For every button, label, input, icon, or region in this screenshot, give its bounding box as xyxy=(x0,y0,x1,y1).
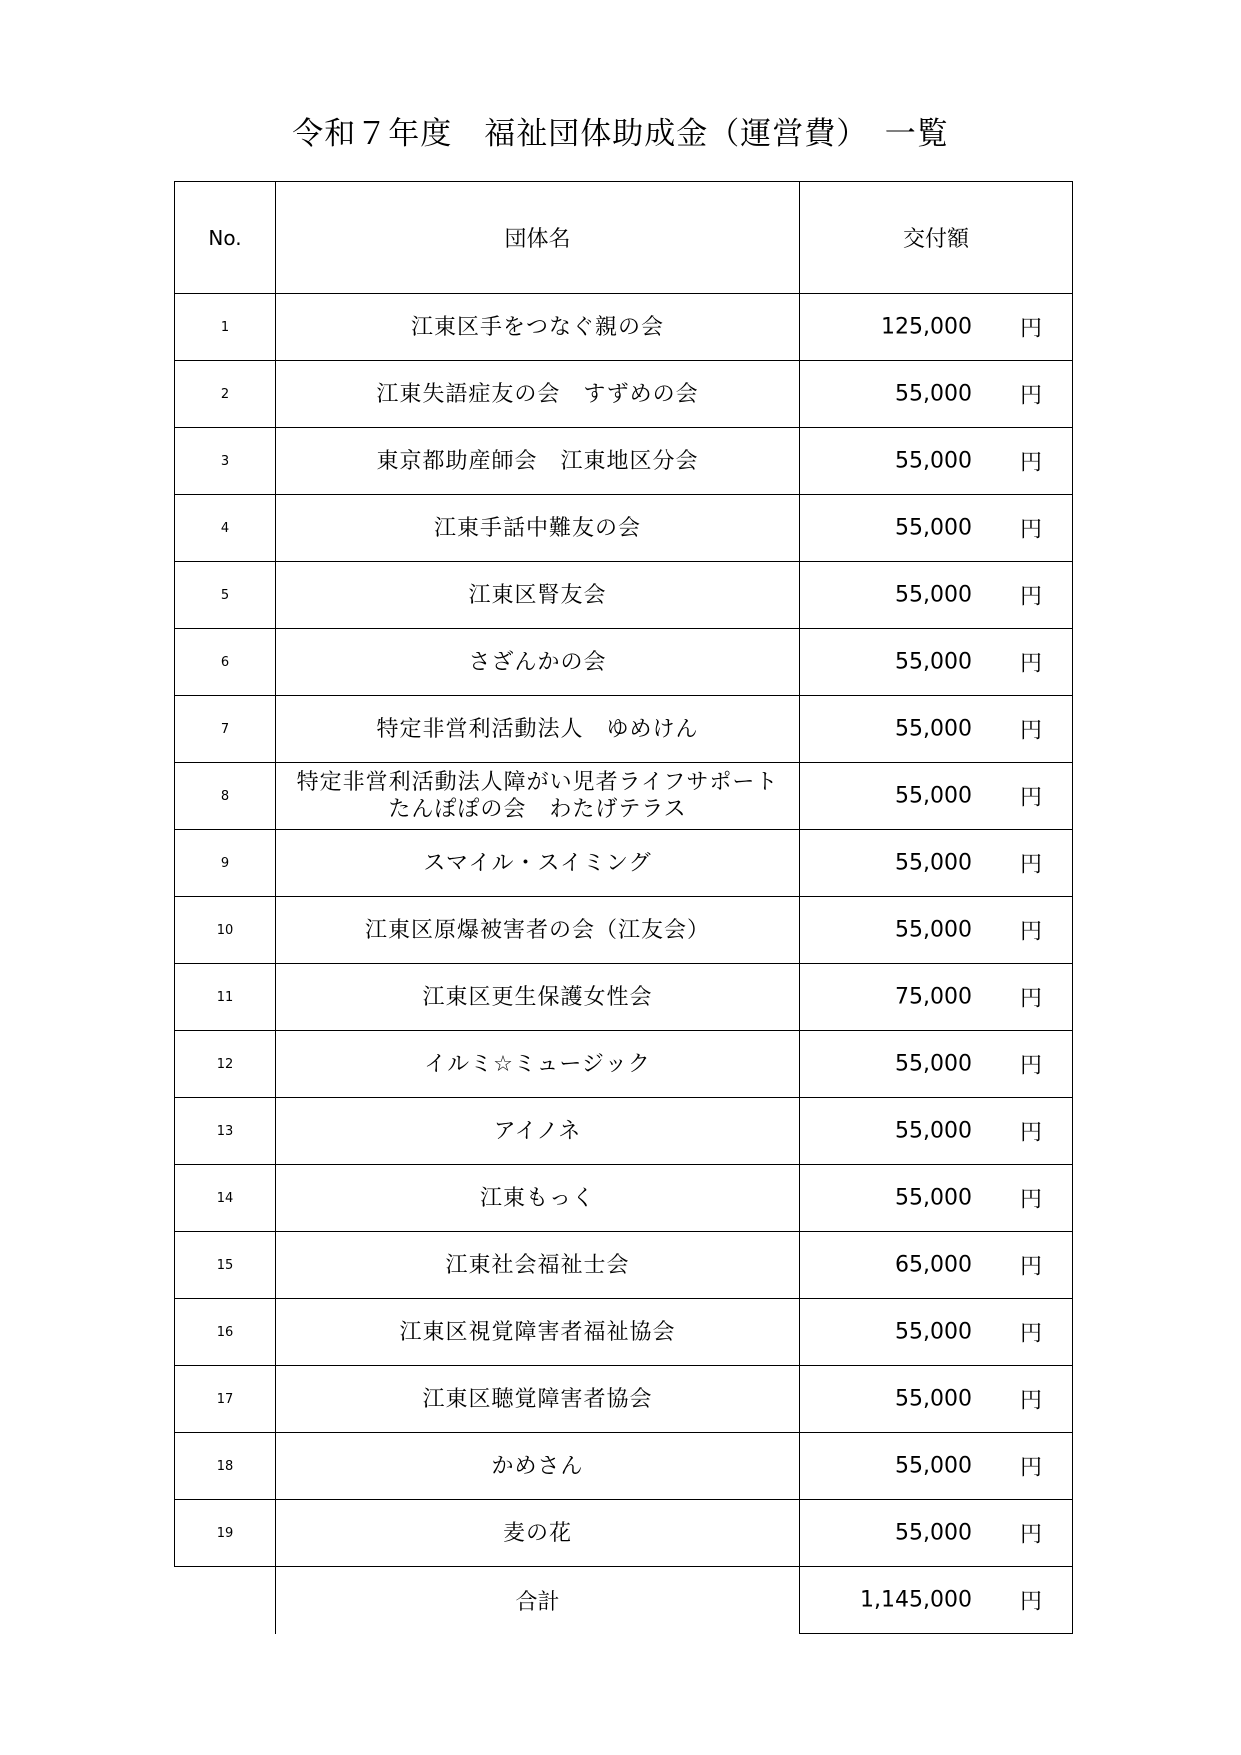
currency-unit: 円 xyxy=(1019,1053,1042,1079)
grant-amount-cell xyxy=(800,1031,1073,1098)
grant-amount-cell xyxy=(800,1232,1073,1299)
organization-name-cell xyxy=(276,1366,800,1433)
currency-unit: 円 xyxy=(1019,383,1042,409)
organization-name: 江東手話中難友の会 xyxy=(433,515,641,541)
organization-name: 特定非営利活動法人 ゆめけん xyxy=(376,716,699,742)
currency-unit: 円 xyxy=(1019,1455,1042,1481)
organization-name-cell xyxy=(276,897,800,964)
grant-amount: 125,000 xyxy=(881,314,972,340)
organization-name-cell xyxy=(276,1433,800,1500)
grant-amount: 55,000 xyxy=(895,1051,972,1077)
organization-name: 江東もっく xyxy=(479,1185,595,1211)
row-number: 3 xyxy=(175,428,276,495)
organization-name: 江東区原爆被害者の会（江友会） xyxy=(364,917,710,943)
table-row xyxy=(175,495,1073,562)
organization-name: 江東区聴覚障害者協会 xyxy=(422,1386,653,1412)
row-number: 2 xyxy=(175,361,276,428)
total-row xyxy=(175,1567,1073,1634)
organization-name: 江東失語症友の会 すずめの会 xyxy=(376,381,699,407)
header-amount xyxy=(800,182,1073,294)
table-row xyxy=(175,964,1073,1031)
row-number: 5 xyxy=(175,562,276,629)
currency-unit: 円 xyxy=(1019,316,1042,342)
organization-name: 江東区腎友会 xyxy=(468,582,607,608)
organization-name-cell xyxy=(276,562,800,629)
grant-amount-cell xyxy=(800,696,1073,763)
table-row xyxy=(175,1433,1073,1500)
currency-unit: 円 xyxy=(1019,785,1042,811)
organization-name-cell xyxy=(276,1500,800,1567)
row-number: 11 xyxy=(175,964,276,1031)
organization-name: 麦の花 xyxy=(502,1520,572,1546)
grant-amount-cell xyxy=(800,1366,1073,1433)
row-number: 16 xyxy=(175,1299,276,1366)
table-row xyxy=(175,1165,1073,1232)
row-number: 14 xyxy=(175,1165,276,1232)
row-number: 4 xyxy=(175,495,276,562)
grant-amount-cell xyxy=(800,361,1073,428)
total-amount-cell xyxy=(800,1567,1073,1634)
table-row xyxy=(175,830,1073,897)
grant-amount-cell xyxy=(800,830,1073,897)
organization-name-cell xyxy=(276,964,800,1031)
table-row xyxy=(175,1299,1073,1366)
total-label: 合計 xyxy=(276,1567,800,1634)
organization-name-cell xyxy=(276,696,800,763)
organization-name: さざんかの会 xyxy=(468,649,607,675)
table-row xyxy=(175,562,1073,629)
organization-name: かめさん xyxy=(491,1453,584,1479)
table-row xyxy=(175,1031,1073,1098)
table-row xyxy=(175,1366,1073,1433)
row-number: 19 xyxy=(175,1500,276,1567)
currency-unit: 円 xyxy=(1019,450,1042,476)
row-number: 6 xyxy=(175,629,276,696)
row-number: 10 xyxy=(175,897,276,964)
grant-amount: 55,000 xyxy=(895,1386,972,1412)
currency-unit: 円 xyxy=(1019,584,1042,610)
organization-name: イルミ☆ミュージック xyxy=(424,1051,651,1077)
organization-name: たんぽぽの会 わたげテラス xyxy=(388,797,687,822)
grant-amount: 55,000 xyxy=(895,783,972,809)
grant-amount-cell xyxy=(800,763,1073,830)
currency-unit: 円 xyxy=(1019,1187,1042,1213)
organization-name: 江東区視覚障害者福祉協会 xyxy=(399,1319,676,1345)
grant-amount: 55,000 xyxy=(895,1185,972,1211)
grant-amount-cell xyxy=(800,1098,1073,1165)
currency-unit: 円 xyxy=(1019,1522,1042,1548)
grant-amount: 65,000 xyxy=(895,1252,972,1278)
grant-amount: 55,000 xyxy=(895,515,972,541)
row-number: 15 xyxy=(175,1232,276,1299)
organization-name: スマイル・スイミング xyxy=(423,850,652,876)
organization-name-cell xyxy=(276,428,800,495)
organization-name-cell xyxy=(276,763,800,830)
currency-unit: 円 xyxy=(1019,1321,1042,1347)
grant-amount-cell xyxy=(800,428,1073,495)
grant-amount-cell xyxy=(800,1165,1073,1232)
grant-amount: 55,000 xyxy=(895,649,972,675)
organization-name-cell xyxy=(276,1098,800,1165)
table-row xyxy=(175,763,1073,830)
grant-amount: 55,000 xyxy=(895,1319,972,1345)
currency-unit: 円 xyxy=(1019,1388,1042,1414)
grant-amount-cell xyxy=(800,964,1073,1031)
currency-unit: 円 xyxy=(1019,919,1042,945)
table-row xyxy=(175,696,1073,763)
grant-amount: 55,000 xyxy=(895,1453,972,1479)
row-number: 9 xyxy=(175,830,276,897)
grant-amount-cell xyxy=(800,629,1073,696)
currency-unit: 円 xyxy=(1019,651,1042,677)
grant-amount-cell xyxy=(800,1299,1073,1366)
organization-name-cell xyxy=(276,1165,800,1232)
grant-amount-cell xyxy=(800,897,1073,964)
grant-amount: 55,000 xyxy=(895,381,972,407)
row-number: 7 xyxy=(175,696,276,763)
organization-name-cell xyxy=(276,629,800,696)
grant-amount: 55,000 xyxy=(895,716,972,742)
row-number: 13 xyxy=(175,1098,276,1165)
table-row xyxy=(175,1500,1073,1567)
grant-table xyxy=(174,181,1073,1634)
table-row xyxy=(175,428,1073,495)
row-number: 8 xyxy=(175,763,276,830)
header-amount-label: 交付額 xyxy=(902,227,969,252)
table-row xyxy=(175,1098,1073,1165)
row-number: 17 xyxy=(175,1366,276,1433)
organization-name-cell xyxy=(276,1232,800,1299)
table-row xyxy=(175,361,1073,428)
grant-amount-cell xyxy=(800,495,1073,562)
organization-name: 江東社会福祉士会 xyxy=(445,1252,630,1278)
header-name: 団体名 xyxy=(276,182,800,294)
table-body xyxy=(175,294,1073,1567)
grant-amount: 75,000 xyxy=(895,984,972,1010)
row-number: 12 xyxy=(175,1031,276,1098)
organization-name: 江東区更生保護女性会 xyxy=(422,984,653,1010)
page-title: 令和７年度 福祉団体助成金（運営費） 一覧 xyxy=(292,116,949,152)
currency-unit: 円 xyxy=(1019,852,1042,878)
organization-name-cell xyxy=(276,1299,800,1366)
total-amount: 1,145,000 xyxy=(860,1587,972,1613)
grant-amount: 55,000 xyxy=(895,850,972,876)
organization-name: 東京都助産師会 江東地区分会 xyxy=(376,448,699,474)
grant-amount: 55,000 xyxy=(895,1520,972,1546)
table-header-row xyxy=(175,182,1073,294)
grant-amount: 55,000 xyxy=(895,917,972,943)
table-row xyxy=(175,294,1073,361)
grant-amount-cell xyxy=(800,294,1073,361)
organization-name-cell xyxy=(276,495,800,562)
grant-amount-cell xyxy=(800,562,1073,629)
header-no: No. xyxy=(175,182,276,294)
row-number: 1 xyxy=(175,294,276,361)
grant-amount-cell xyxy=(800,1433,1073,1500)
organization-name-cell xyxy=(276,1031,800,1098)
currency-unit: 円 xyxy=(1019,986,1042,1012)
organization-name-cell xyxy=(276,361,800,428)
total-unit: 円 xyxy=(1019,1589,1042,1615)
grant-amount: 55,000 xyxy=(895,582,972,608)
currency-unit: 円 xyxy=(1019,718,1042,744)
organization-name-cell xyxy=(276,294,800,361)
row-number: 18 xyxy=(175,1433,276,1500)
currency-unit: 円 xyxy=(1019,517,1042,543)
table-row xyxy=(175,1232,1073,1299)
grant-amount: 55,000 xyxy=(895,448,972,474)
organization-name: アイノネ xyxy=(493,1118,582,1144)
table-row xyxy=(175,897,1073,964)
organization-name: 江東区手をつなぐ親の会 xyxy=(410,314,664,340)
organization-name: 特定非営利活動法人障がい児者ライフサポート xyxy=(296,770,779,795)
organization-name-cell xyxy=(276,830,800,897)
grant-amount-cell xyxy=(800,1500,1073,1567)
currency-unit: 円 xyxy=(1019,1120,1042,1146)
grant-amount: 55,000 xyxy=(895,1118,972,1144)
currency-unit: 円 xyxy=(1019,1254,1042,1280)
table-row xyxy=(175,629,1073,696)
total-blank-cell xyxy=(175,1567,276,1634)
